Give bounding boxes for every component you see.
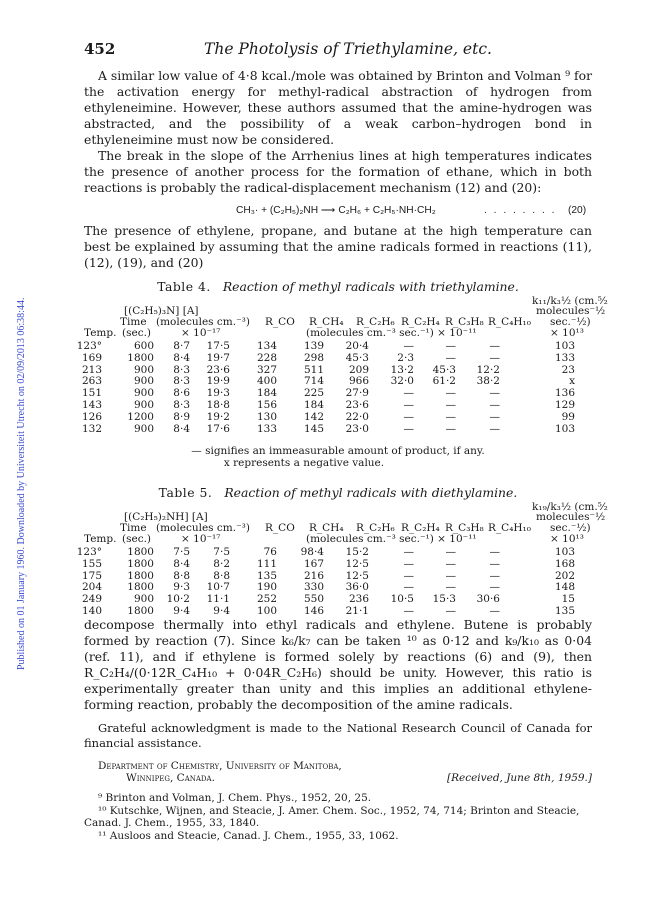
equation-20 <box>236 203 592 217</box>
equation-body: CH₃· + (C₂H₅)₂NH ⟶ C₂H₆ + C₂H₅·NH·CH₂ <box>236 204 436 216</box>
table4-cell: 900 <box>133 363 154 376</box>
journal-page <box>76 40 608 842</box>
table4-head-k-units: sec.⁻½) <box>550 316 591 328</box>
table5-cell: 9·4 <box>173 605 190 617</box>
equation-leader-dots: . . . . . . . . <box>484 204 557 216</box>
table5-cell: 7·5 <box>173 546 190 558</box>
table5-cell: 100 <box>256 605 277 617</box>
table5-cell: — <box>445 569 456 582</box>
table5-cell: 236 <box>348 593 369 606</box>
table5-cell: 15·2 <box>345 546 369 558</box>
table4-cell: 139 <box>303 340 324 352</box>
table5-head-rc4h10: R_C₄H₁₀ <box>488 522 531 534</box>
table4-cell: 8·3 <box>173 363 190 376</box>
table5-cell: 190 <box>256 581 277 594</box>
table4-cell: 511 <box>303 363 324 376</box>
table4-head-rc2h4: R_C₂H₄ <box>401 316 440 328</box>
table5-cell: 36·0 <box>345 581 369 594</box>
table5-cell: 140 <box>81 605 102 617</box>
table4-cell: 23·6 <box>206 363 230 376</box>
table5-cell: 202 <box>554 569 575 582</box>
table4-cell: — <box>445 387 456 400</box>
table4-head-k-ratio-2: molecules⁻½ <box>536 305 606 317</box>
table5-cell: 12·5 <box>345 557 369 570</box>
table4-cell: 2·3 <box>397 351 414 364</box>
table5-cell: 8·2 <box>213 557 230 570</box>
table5-cell: 135 <box>256 569 277 582</box>
table4-cell: 99 <box>561 410 575 423</box>
table4-cell: 19·9 <box>206 375 230 388</box>
table5-cell: — <box>489 581 500 594</box>
reference-11: ¹¹ Ausloos and Steacie, Canad. J. Chem., 1955, 33, 1062. <box>98 829 399 842</box>
table5-cell: 103 <box>554 546 575 558</box>
table4-cell: 12·2 <box>476 363 500 376</box>
table4-cell: — <box>445 340 456 352</box>
table4-cell: 900 <box>133 387 154 400</box>
table5-cell: 155 <box>81 557 102 570</box>
table4-cell: 38·2 <box>476 375 500 388</box>
footnote-references <box>84 792 592 842</box>
acknowledgment: Grateful acknowledgment is made to the National Research Council of Canada for financial assistance. <box>84 721 592 750</box>
table4-cell: 20·4 <box>345 340 369 352</box>
table5-cell: 111 <box>256 557 277 570</box>
table4-cell: 129 <box>554 399 575 411</box>
table4-cell: 8·7 <box>173 340 190 352</box>
department-address <box>84 760 342 784</box>
table4-cell: 1200 <box>127 410 154 423</box>
table5-cell: 76 <box>263 546 277 558</box>
table5-head-rco: R_CO <box>265 522 295 534</box>
table4-cell: 143 <box>81 399 102 411</box>
table4-cell: 327 <box>256 363 277 376</box>
table5-cell: — <box>489 605 500 617</box>
table4-cell: 133 <box>256 422 277 435</box>
table4-cell: 23·0 <box>345 422 369 435</box>
table4-cell: 151 <box>81 387 102 400</box>
table5-head-k-scale: × 10¹³ <box>550 533 584 545</box>
table4-cell: — <box>445 410 456 423</box>
table5-head-sec: (sec.) <box>122 533 152 545</box>
table4-cell: 966 <box>348 375 369 388</box>
table5-cell: 216 <box>303 569 324 582</box>
table5-cell: 9·3 <box>173 581 190 594</box>
page-header <box>84 40 592 58</box>
table4-cell: — <box>403 410 414 423</box>
table5-caption <box>84 485 592 500</box>
table4-cell: — <box>403 387 414 400</box>
table5-cell: 167 <box>303 557 324 570</box>
table5-cell: — <box>445 557 456 570</box>
table4-cell: — <box>489 410 500 423</box>
table4-cell: 298 <box>303 351 324 364</box>
table4-note-x: x represents a negative value. <box>223 457 385 469</box>
table5-cell: 1800 <box>127 546 154 558</box>
table4-cell: 13·2 <box>390 363 414 376</box>
table4-cell: x <box>569 375 575 388</box>
table4-head-conc-units: (molecules cm.⁻³) <box>156 316 250 328</box>
table5-cell: 900 <box>133 593 154 606</box>
table4-cell: 19·2 <box>206 410 230 423</box>
table4-cell: 22·0 <box>345 410 369 423</box>
table4-cell: 19·3 <box>206 387 230 400</box>
table4-head-temp: Temp. <box>84 327 117 339</box>
table4-cell: 213 <box>81 363 102 376</box>
paragraph-activation-energy: A similar low value of 4·8 kcal./mole was obtained by Brinton and Volman ⁹ for the activation energy for methyl-radical abstraction of hydrogen from ethyleneimine. However, these authors assumed that the amine-hydrogen was abstracted, and the possibility of a weak carbon–hydrogen bond in ethyleneimine must now be considered. <box>84 68 592 147</box>
table5-cell: 204 <box>81 581 102 594</box>
table5-cell: 9·4 <box>213 605 230 617</box>
table4-cell: 18·8 <box>206 399 230 411</box>
table4-cell: 184 <box>256 387 277 400</box>
table4-head-rch4: R_CH₄ <box>309 316 344 328</box>
table4-cell: 134 <box>256 340 277 352</box>
table4-head-rc4h10: R_C₄H₁₀ <box>488 316 531 328</box>
table5-head-k-ratio: k₁₉/k₃½ (cm.⁵⁄₂ <box>532 501 608 513</box>
table4-cell: 8·4 <box>173 351 190 364</box>
table5-head-k-ratio-2: molecules⁻½ <box>536 511 606 523</box>
table4-cell: 126 <box>81 410 102 423</box>
table4-head-conc: [(C₂H₅)₃N] [A] <box>124 305 199 317</box>
table4-cell: 19·7 <box>206 351 230 364</box>
table5-cell: — <box>403 581 414 594</box>
table4-cell: 32·0 <box>390 375 414 388</box>
table5-cell: — <box>403 557 414 570</box>
table4-head-time: Time <box>120 316 147 328</box>
table5-cell: — <box>489 546 500 558</box>
table5-cell: 12·5 <box>345 569 369 582</box>
table5-cell: 123° <box>76 546 102 558</box>
table5-cell: 1800 <box>127 605 154 617</box>
table5-cell: 15 <box>561 593 575 606</box>
table5-cell: 7·5 <box>213 546 230 558</box>
table5-cell: 1800 <box>127 557 154 570</box>
table4-cell: 8·3 <box>173 399 190 411</box>
table5-head-time: Time <box>120 522 147 534</box>
running-title: The Photolysis of Triethylamine, etc. <box>204 40 492 58</box>
table5-label: Table 5. <box>158 485 213 500</box>
page-number: 452 <box>84 40 116 58</box>
table4-head-rco: R_CO <box>265 316 295 328</box>
table4-cell: 45·3 <box>345 351 369 364</box>
table4-cell: 900 <box>133 399 154 411</box>
table4-cell: 123° <box>76 340 102 352</box>
download-watermark <box>6 150 27 670</box>
paragraph-amine-decomposition: decompose thermally into ethyl radicals and ethylene. Butene is probably formed by reaction (7). Since k₆/k₇ can be taken ¹⁰ as 0·12 and k₉/k₁₀ as 0·04 (ref. 11), and if ethylene is formed solely by reactions (6) and (9), then R_C₂H₄/(0·12R_C₄H₁₀ + 0·04R_C₂H₆) should be unity. However, this ratio is experimentally greater than unity and this implies an additional ethylene-forming reaction, probably the decomposition of the amine radicals. <box>84 617 592 712</box>
table4 <box>76 295 608 445</box>
table5-cell: — <box>403 569 414 582</box>
table5-head-rch4: R_CH₄ <box>309 522 344 534</box>
table4-cell: 45·3 <box>432 363 456 376</box>
table4-head-rc2h6: R_C₂H₆ <box>356 316 395 328</box>
table4-head-rate-units: (molecules cm.⁻³ sec.⁻¹) × 10⁻¹¹ <box>306 327 477 339</box>
table5-head-rc2h6: R_C₂H₆ <box>356 522 395 534</box>
table5-cell: — <box>445 581 456 594</box>
table4-cell: — <box>403 399 414 411</box>
table4-cell: 714 <box>303 375 324 388</box>
table4-cell: 600 <box>133 340 154 352</box>
table5-cell: 11·1 <box>206 593 230 606</box>
table4-caption <box>84 279 592 294</box>
table5-cell: — <box>403 546 414 558</box>
download-watermark-text: Published on 01 January 1960. Downloaded by Universiteit Utrecht on 02/09/2013 06:38:44. <box>16 297 27 670</box>
table4-cell: 23·6 <box>345 399 369 411</box>
table5-cell: 1800 <box>127 581 154 594</box>
table5-cell: 252 <box>256 593 277 606</box>
table4-cell: 900 <box>133 422 154 435</box>
table4-cell: 17·6 <box>206 422 230 435</box>
table5-cell: 249 <box>81 593 102 606</box>
table5 <box>76 501 608 617</box>
table4-head-k-ratio: k₁₁/k₃½ (cm.⁵⁄₂ <box>532 295 608 307</box>
table4-cell: 169 <box>81 351 102 364</box>
table5-cell: 146 <box>303 605 324 617</box>
table4-cell: 142 <box>303 410 324 423</box>
table5-cell: 175 <box>81 569 102 582</box>
table4-cell: — <box>445 351 456 364</box>
table4-cell: — <box>445 422 456 435</box>
table5-cell: 10·7 <box>206 581 230 594</box>
table4-cell: 23 <box>561 363 575 376</box>
department-line-2: Winnipeg, Canada. <box>126 772 215 784</box>
table4-note-dash: — signifies an immeasurable amount of product, if any. <box>191 445 485 457</box>
table5-cell: 135 <box>554 605 575 617</box>
table5-cell: 8·4 <box>173 557 190 570</box>
table4-cell: 228 <box>256 351 277 364</box>
table5-cell: 98·4 <box>300 546 324 558</box>
table5-head-k-units: sec.⁻½) <box>550 522 591 534</box>
table5-cell: 15·3 <box>432 593 456 606</box>
table5-cell: — <box>445 546 456 558</box>
table5-cell: 550 <box>303 593 324 606</box>
table5-title: Reaction of methyl radicals with diethylamine. <box>224 485 518 500</box>
table4-cell: 133 <box>554 351 575 364</box>
table4-cell: — <box>489 387 500 400</box>
table5-cell: 21·1 <box>345 605 369 617</box>
table4-title: Reaction of methyl radicals with triethylamine. <box>222 279 519 294</box>
table5-cell: 10·2 <box>166 593 190 606</box>
table5-head-conc-scale: × 10⁻¹⁷ <box>181 533 221 545</box>
table4-cell: — <box>489 351 500 364</box>
table5-cell: 148 <box>554 581 575 594</box>
table4-cell: 900 <box>133 375 154 388</box>
table5-head-temp: Temp. <box>84 533 117 545</box>
received-date: [Received, June 8th, 1959.] <box>447 772 592 784</box>
table4-head-rc3h8: R_C₃H₈ <box>445 316 484 328</box>
table5-head-conc: [(C₂H₅)₂NH] [A] <box>124 511 208 523</box>
table4-cell: 8·9 <box>173 410 190 423</box>
table4-cell: 263 <box>81 375 102 388</box>
table4-cell: 103 <box>554 422 575 435</box>
table4-cell: 17·5 <box>206 340 230 352</box>
table5-head-conc-units: (molecules cm.⁻³) <box>156 522 250 534</box>
table5-cell: — <box>445 605 456 617</box>
table4-cell: 225 <box>303 387 324 400</box>
table5-cell: — <box>489 569 500 582</box>
table4-cell: 8·3 <box>173 375 190 388</box>
table5-cell: 8·8 <box>213 569 230 582</box>
table4-cell: 145 <box>303 422 324 435</box>
table4-cell: 1800 <box>127 351 154 364</box>
table4-cell: — <box>489 399 500 411</box>
reference-9: ⁹ Brinton and Volman, J. Chem. Phys., 1952, 20, 25. <box>98 792 372 804</box>
table5-cell: 168 <box>554 557 575 570</box>
table4-cell: 156 <box>256 399 277 411</box>
table4-cell: — <box>489 340 500 352</box>
table4-cell: 184 <box>303 399 324 411</box>
table4-cell: 103 <box>554 340 575 352</box>
table5-cell: 30·6 <box>476 593 500 606</box>
table4-cell: 132 <box>81 422 102 435</box>
table4-cell: — <box>403 340 414 352</box>
table5-cell: 1800 <box>127 569 154 582</box>
paragraph-ethylene-presence: The presence of ethylene, propane, and butane at the high temperature can best be explained by assuming that the amine radicals formed in reactions (11), (12), (19), and (20) <box>84 223 592 270</box>
table4-head-sec: (sec.) <box>122 327 152 339</box>
table4-cell: 130 <box>256 410 277 423</box>
table4-cell: — <box>489 422 500 435</box>
table5-head-rate-units: (molecules cm.⁻³ sec.⁻¹) × 10⁻¹¹ <box>306 533 477 545</box>
equation-number: (20) <box>568 204 587 216</box>
table4-cell: 136 <box>554 387 575 400</box>
table4-cell: 8·6 <box>173 387 190 400</box>
table4-head-conc-scale: × 10⁻¹⁷ <box>181 327 221 339</box>
affiliation-block <box>84 760 592 784</box>
table5-cell: 10·5 <box>390 593 414 606</box>
table4-head-k-scale: × 10¹³ <box>550 327 584 339</box>
table5-cell: 8·8 <box>173 569 190 582</box>
table4-label: Table 4. <box>157 279 211 294</box>
table4-cell: 8·4 <box>173 422 190 435</box>
paragraph-arrhenius-break: The break in the slope of the Arrhenius lines at high temperatures indicates the presence of another process for the formation of ethane, which in both reactions is probably the radical-displacement mechanism (12) and (20): <box>84 148 592 195</box>
table4-cell: 209 <box>348 363 369 376</box>
reference-10: ¹⁰ Kutschke, Wijnen, and Steacie, J. Amer. Chem. Soc., 1952, 74, 714; Brinton and Steacie, Canad. J. Chem., 1955, 33, 1840. <box>84 804 580 829</box>
department-line-1: Department of Chemistry, University of Manitoba, <box>98 760 342 772</box>
table4-cell: 400 <box>256 375 277 388</box>
table5-cell: 330 <box>303 581 324 594</box>
table5-cell: — <box>489 557 500 570</box>
table4-cell: — <box>445 399 456 411</box>
table4-cell: 27·9 <box>345 387 369 400</box>
table4-cell: — <box>403 422 414 435</box>
table5-cell: — <box>403 605 414 617</box>
table4-cell: 61·2 <box>432 375 456 388</box>
table5-head-rc2h4: R_C₂H₄ <box>401 522 440 534</box>
table5-head-rc3h8: R_C₃H₈ <box>445 522 484 534</box>
